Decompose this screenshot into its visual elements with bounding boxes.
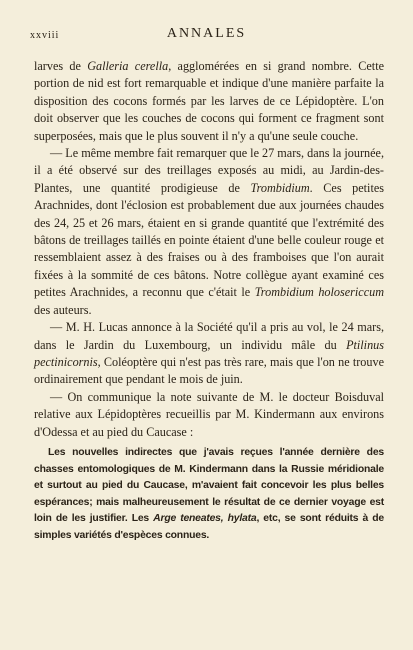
paragraph-ptilinus [34,319,384,389]
text-segment: , etc, se sont réduits à de simples variétés d'espèces connues. [34,513,384,541]
text-segment: — On communique la note suivante de M. le docteur Boisduval relative aux Lépidoptères recueillis par M. Kindermann aux environs d'Odessa et au pied du Caucase : [34,389,384,439]
species-name: Trombidium [250,180,310,195]
species-name: Arge teneates, hylata [153,513,257,525]
quoted-note [34,445,384,545]
species-name: Trombidium holosericcum [254,285,384,300]
running-title: ANNALES [166,26,247,41]
page-number: xxviii [30,30,60,41]
page-header [30,26,383,46]
text-segment: — M. H. Lucas annonce à la Société qu'il a pris au vol, le 24 mars, dans le Jardin du Luxembourg, un individu mâle du [34,320,384,352]
paragraph-trombidium [34,145,384,319]
text-segment: , Coléoptère qui n'est pas très rare, mais que l'on ne trouve ordinairement que pendant le mois de juin. [34,354,384,387]
text-segment: Les nouvelles indirectes que j'avais reçues l'année dernière des chasses entomologiques de M. Kindermann dans la Russie méridionale et surtout au pied du Caucase, m'avaient fait concevoir les plus belles espérances; mais malheureusement le résultat de ce dernier voyage est loin de les justifier. Les [34,446,384,525]
text-segment: larves de [34,59,88,73]
text-segment: , agglomérées en si grand nombre. Cette portion de nid est fort remarquable et indique d'une manière parfaite la disposition des cocons formés par les larves de ce Lépidoptère. L'on doit observer que les couches de cocons qui forment ce fragment sont superposées, mais que le plus souvent il n'y a qu'une seule couche. [34,59,384,143]
paragraph-boisduval [34,389,384,441]
page-body [34,58,384,545]
text-segment: des auteurs. [34,302,92,317]
text-segment: . Ces petites Arachnides, dont l'éclosion est probablement due aux journées chaudes des 24, 25 et 26 mars, étaient en si grande quantité que l'extrémité des bâtons de treillages taillés en pointe étaient d'une belle couleur rouge et ressemblaient assez à des fraises ou à des framboises que l'on aurait fixées à la sommité de ces bâtons. Notre collègue ayant examiné ces petites Arachnides, a reconnu que c'était le [34,180,384,300]
paragraph-galleria [34,58,384,145]
species-name: Galleria cerella [87,59,169,73]
species-name: Ptilinus pectinicornis [34,337,384,369]
text-segment: — Le même membre fait remarquer que le 27 mars, dans la journée, il a été observé sur des treillages exposés au midi, au Jardin-des-Plantes, une quantité prodigieuse de [34,146,384,195]
